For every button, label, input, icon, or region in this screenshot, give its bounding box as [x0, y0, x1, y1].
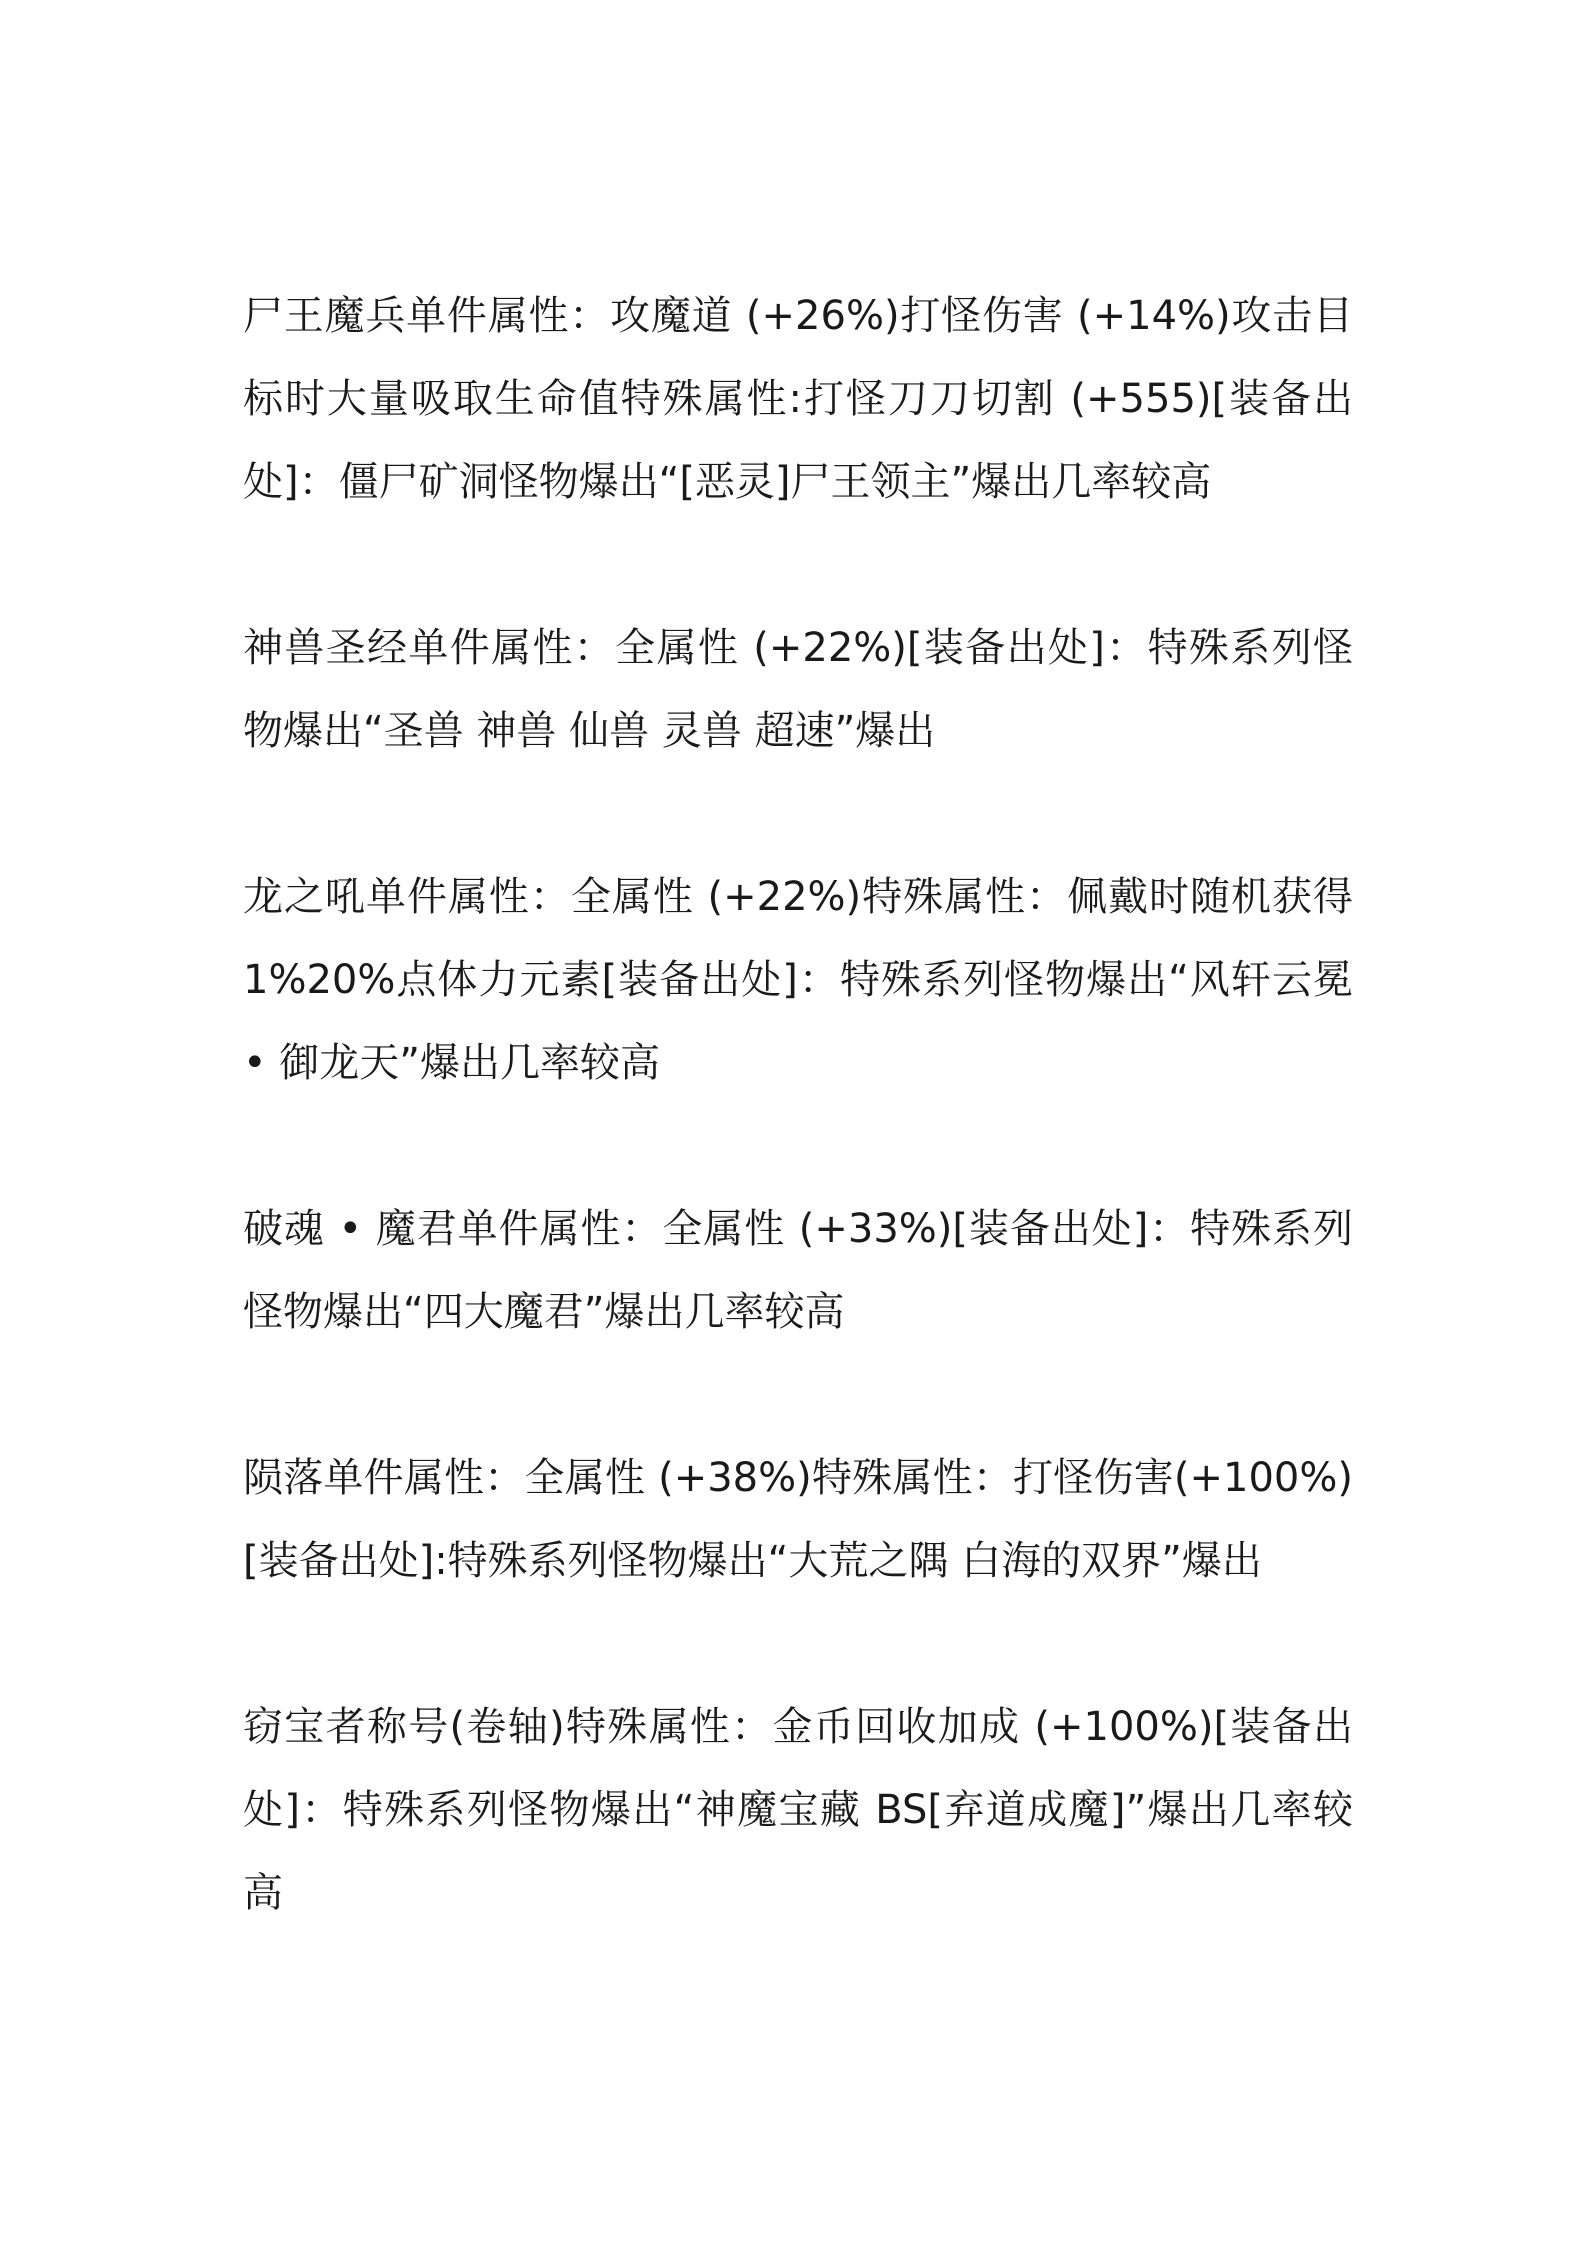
paragraph-corpse-king-weapon: 尸王魔兵单件属性：攻魔道 (+26%)打怪伤害 (+14%)攻击目标时大量吸取生命值特殊属性:打怪刀刀切割 (+555)[装备出处]：僵尸矿洞怪物爆出“[恶灵]尸王领主”爆出几率较高 — [243, 293, 1353, 505]
paragraph-treasure-thief-title: 窃宝者称号(卷轴)特殊属性：金币回收加成 (+100%)[装备出处]：特殊系列怪物爆出“神魔宝藏 BS[弃道成魔]”爆出几率较高 — [243, 1704, 1353, 1916]
paragraph-dragon-roar: 龙之吼单件属性：全属性 (+22%)特殊属性：佩戴时随机获得1%20%点体力元素[装备出处]：特殊系列怪物爆出“风轩云冕 • 御龙天”爆出几率较高 — [243, 874, 1353, 1086]
document-body — [243, 275, 1353, 1935]
paragraph-fallen: 陨落单件属性：全属性 (+38%)特殊属性：打怪伤害(+100%)[装备出处]:特殊系列怪物爆出“大荒之隅 白海的双界”爆出 — [243, 1455, 1353, 1584]
paragraph-soul-breaker-demon-lord: 破魂 • 魔君单件属性：全属性 (+33%)[装备出处]：特殊系列怪物爆出“四大魔君”爆出几率较高 — [243, 1206, 1353, 1335]
paragraph-divine-beast-scripture: 神兽圣经单件属性：全属性 (+22%)[装备出处]：特殊系列怪物爆出“圣兽 神兽 仙兽 灵兽 超速”爆出 — [243, 625, 1353, 754]
